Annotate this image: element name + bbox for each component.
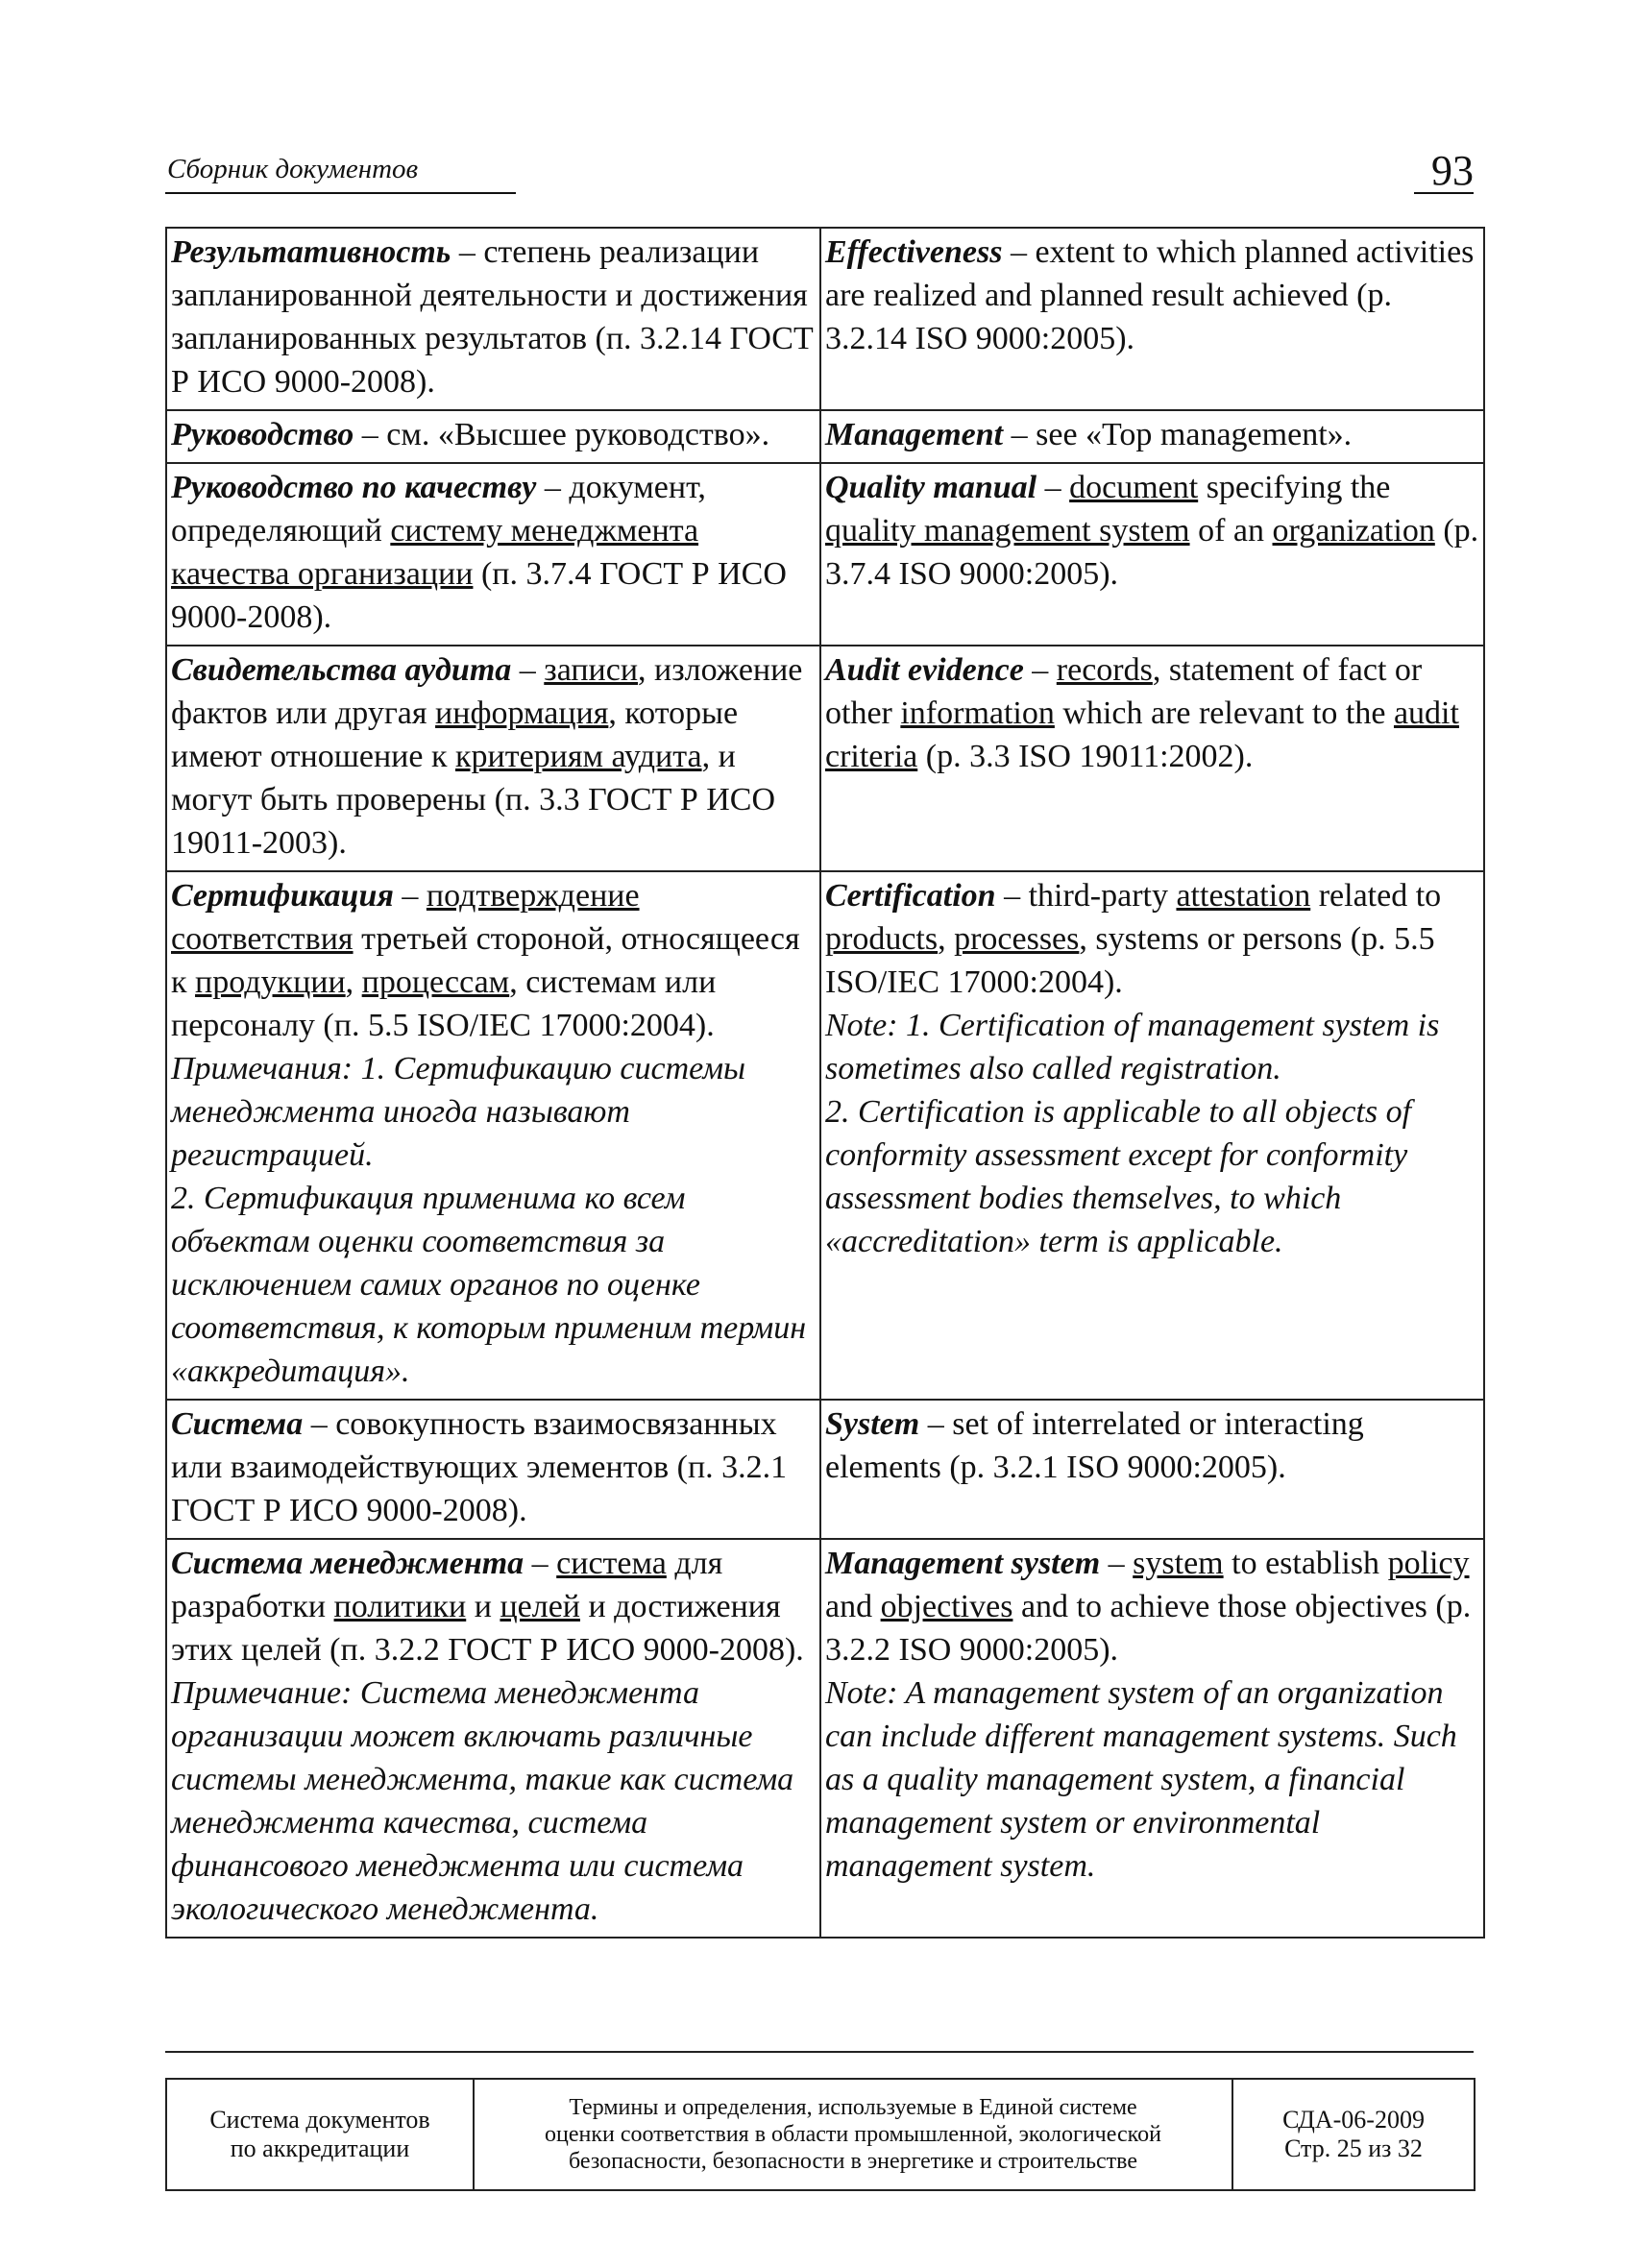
definition-fragment: (п. 3.7.4 ГОСТ Р ИСО 9000-2008).: [171, 556, 787, 635]
definition-fragment: и: [466, 1589, 500, 1624]
cross-reference-term: подтверждение соответствия: [171, 878, 640, 957]
definition-text: [171, 413, 816, 456]
definition-fragment: , systems or persons (p. 5.5 ISO/IEC 17000:2004).: [825, 921, 1435, 1000]
definition-note: 2. Сертификация применима ко всем объектам оценки соответствия за исключением самих органов по оценке соответствия, к которым применим термин «аккредитация».: [171, 1181, 807, 1389]
definition-text: [825, 1402, 1479, 1489]
term-name: Certification: [825, 878, 996, 914]
term-row: [166, 1539, 1484, 1938]
definition-fragment: , изложение фактов или другая: [171, 652, 803, 731]
term-row: [166, 463, 1484, 646]
term-name: Руководство по качеству: [171, 470, 537, 505]
definition-text: [171, 874, 816, 1047]
definition-fragment: ,: [345, 964, 362, 1000]
russian-definition-cell: [166, 1539, 820, 1938]
cross-reference-term: attestation: [1176, 878, 1311, 914]
definition-fragment: to establish: [1223, 1546, 1388, 1581]
cross-reference-term: критериям аудита: [455, 739, 702, 774]
definition-text: [825, 413, 1479, 456]
definition-text: [825, 874, 1479, 1004]
cross-reference-term: document: [1069, 470, 1199, 505]
cross-reference-term: policy: [1387, 1546, 1470, 1581]
definition-fragment: –: [1023, 652, 1057, 688]
term-name: Management system: [825, 1546, 1101, 1581]
cross-reference-term: system: [1133, 1546, 1224, 1581]
cross-reference-term: система: [556, 1546, 667, 1581]
page-number-rule: [1414, 192, 1474, 194]
term-name: Руководство: [171, 417, 354, 452]
footer-system-line: по аккредитации: [230, 2134, 410, 2162]
definition-text: [171, 466, 816, 639]
definition-fragment: для разработки: [171, 1546, 723, 1624]
english-definition-cell: [820, 463, 1484, 646]
cross-reference-term: information: [900, 695, 1055, 731]
cross-reference-term: records: [1056, 652, 1153, 688]
footer-doc-code: СДА-06-2009: [1282, 2106, 1425, 2134]
footer-code-cell: [1232, 2079, 1475, 2190]
russian-definition-cell: [166, 410, 820, 463]
term-name: Система: [171, 1406, 304, 1442]
definition-fragment: –: [524, 1546, 557, 1581]
definition-text: [825, 466, 1479, 596]
term-name: Сертификация: [171, 878, 394, 914]
definition-text: [171, 1402, 816, 1532]
page-header: [165, 146, 1474, 196]
definition-fragment: –: [1100, 1546, 1134, 1581]
definition-text: [171, 231, 816, 403]
definition-fragment: – см. «Высшее руководство».: [354, 417, 770, 452]
definition-fragment: , системам или персоналу (п. 5.5 ISO/IEC 17000:2004).: [171, 964, 717, 1043]
cross-reference-term: quality management system: [825, 513, 1190, 549]
term-name: Результативность: [171, 234, 451, 270]
cross-reference-term: записи: [544, 652, 639, 688]
term-name: Система менеджмента: [171, 1546, 524, 1581]
english-definition-cell: [820, 410, 1484, 463]
term-name: Quality manual: [825, 470, 1037, 505]
footer-page-of: Стр. 25 из 32: [1284, 2134, 1423, 2162]
term-name: Audit evidence: [825, 652, 1024, 688]
definition-fragment: and: [825, 1589, 881, 1624]
page-number: 93: [1431, 147, 1474, 194]
footer-system-cell: [166, 2079, 474, 2190]
definition-fragment: и достижения этих целей (п. 3.2.2 ГОСТ Р ИСО 9000-2008).: [171, 1589, 804, 1668]
definition-note: 2. Certification is applicable to all objects of conformity assessment except for conformity assessment bodies themselves, to which «accreditation» term is applicable.: [825, 1094, 1412, 1259]
definition-fragment: –: [1036, 470, 1070, 505]
terms-table: [165, 227, 1485, 1939]
definition-text: [171, 648, 816, 865]
footer-title-line: Термины и определения, используемые в Единой системе: [569, 2095, 1137, 2120]
term-name: Management: [825, 417, 1004, 452]
russian-definition-cell: [166, 463, 820, 646]
cross-reference-term: целей: [500, 1589, 580, 1624]
definition-fragment: (p. 3.3 ISO 19011:2002).: [917, 739, 1254, 774]
definition-fragment: ,: [938, 921, 955, 957]
definition-fragment: which are relevant to the: [1054, 695, 1394, 731]
footer-system-line: Система документов: [209, 2106, 430, 2134]
footer-document-title-cell: [474, 2079, 1232, 2190]
definition-fragment: – extent to which planned activities are realized and planned result achieved (p. 3.2.14 ISO 9000:2005).: [825, 234, 1475, 356]
footer-title-line: оценки соответствия в области промышленной, экологической: [545, 2122, 1161, 2147]
cross-reference-term: audit criteria: [825, 695, 1459, 774]
cross-reference-term: процессам: [361, 964, 510, 1000]
cross-reference-term: products: [825, 921, 939, 957]
definition-fragment: of an: [1189, 513, 1273, 549]
definition-fragment: – set of interrelated or interacting elements (p. 3.2.1 ISO 9000:2005).: [825, 1406, 1364, 1485]
term-name: Свидетельства аудита: [171, 652, 512, 688]
term-row: [166, 1400, 1484, 1539]
header-rule: [165, 192, 516, 194]
cross-reference-term: информация: [435, 695, 609, 731]
definition-note: Note: 1. Certification of management system is sometimes also called registration.: [825, 1008, 1440, 1086]
definition-fragment: related to: [1310, 878, 1442, 914]
cross-reference-term: продукции: [195, 964, 346, 1000]
term-row: [166, 410, 1484, 463]
cross-reference-term: политики: [333, 1589, 467, 1624]
english-definition-cell: [820, 228, 1484, 410]
english-definition-cell: [820, 1539, 1484, 1938]
definition-fragment: третьей стороной, относящееся к: [171, 921, 800, 1000]
definition-fragment: , и могут быть проверены (п. 3.3 ГОСТ Р ИСО 19011-2003).: [171, 739, 776, 861]
definition-note: Примечания: 1. Сертификацию системы менеджмента иногда называют регистрацией.: [171, 1051, 746, 1173]
cross-reference-term: processes: [954, 921, 1080, 957]
english-definition-cell: [820, 1400, 1484, 1539]
definition-fragment: –: [511, 652, 545, 688]
russian-definition-cell: [166, 1400, 820, 1539]
footer-rule: [165, 2051, 1474, 2053]
term-row: [166, 228, 1484, 410]
definition-fragment: and to achieve those objectives (p. 3.2.2 ISO 9000:2005).: [825, 1589, 1472, 1668]
cross-reference-term: систему менеджмента качества организации: [171, 513, 699, 592]
cross-reference-term: organization: [1272, 513, 1435, 549]
definition-fragment: specifying the: [1198, 470, 1391, 505]
russian-definition-cell: [166, 646, 820, 871]
term-row: [166, 646, 1484, 871]
cross-reference-term: objectives: [880, 1589, 1013, 1624]
definition-text: [825, 648, 1479, 778]
definition-note: Note: A management system of an organization can include different management systems. Such as a quality management system, a financial management system or environmental management system.: [825, 1675, 1457, 1884]
definition-fragment: – third-party: [995, 878, 1177, 914]
term-name: Effectiveness: [825, 234, 1003, 270]
term-name: System: [825, 1406, 920, 1442]
definition-text: [825, 231, 1479, 360]
definition-fragment: – степень реализации запланированной деятельности и достижения запланированных результатов (п. 3.2.14 ГОСТ Р ИСО 9000-2008).: [171, 234, 814, 400]
definition-fragment: , statement of fact or other: [825, 652, 1423, 731]
definition-fragment: – совокупность взаимосвязанных или взаимодействующих элементов (п. 3.2.1 ГОСТ Р ИСО 9000-2008).: [171, 1406, 788, 1528]
definition-fragment: , которые имеют отношение к: [171, 695, 739, 774]
english-definition-cell: [820, 871, 1484, 1400]
english-definition-cell: [820, 646, 1484, 871]
definition-text: [825, 1542, 1479, 1671]
definition-fragment: – документ, определяющий: [171, 470, 706, 549]
header-title: Сборник документов: [167, 154, 419, 184]
definition-fragment: –: [393, 878, 427, 914]
footer-title-line: безопасности, безопасности в энергетике и строительстве: [568, 2149, 1138, 2174]
definition-note: Примечание: Система менеджмента организации может включать различные системы менеджмента, такие как система менеджмента качества, система финансового менеджмента или система экологического менеджмента.: [171, 1675, 794, 1927]
definition-fragment: (p. 3.7.4 ISO 9000:2005).: [825, 513, 1479, 592]
term-row: [166, 871, 1484, 1400]
russian-definition-cell: [166, 228, 820, 410]
definition-fragment: – see «Top management».: [1003, 417, 1353, 452]
russian-definition-cell: [166, 871, 820, 1400]
definition-text: [171, 1542, 816, 1671]
footer-table: [165, 2078, 1475, 2191]
